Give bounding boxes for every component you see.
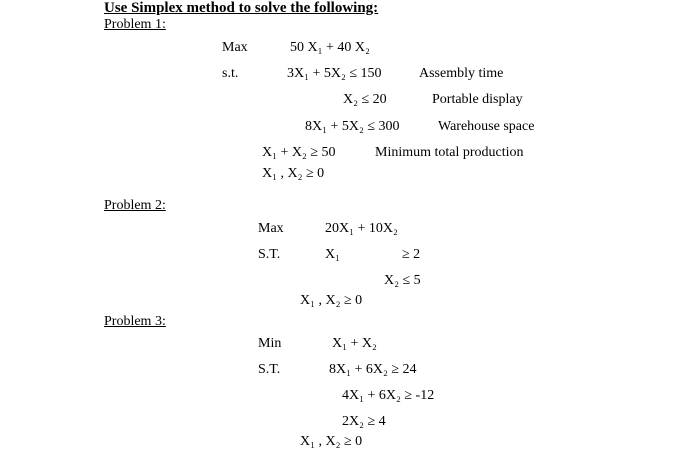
problem-1-constraint-3-label: Warehouse space [438, 119, 535, 134]
page-title: Use Simplex method to solve the following: [104, 0, 379, 16]
problem-1-constraint-2-label: Portable display [432, 92, 523, 107]
problem-2-heading: Problem 2: [104, 198, 166, 213]
problem-1-st-label: s.t. [222, 66, 239, 81]
problem-1-constraint-3: 8X₁ + 5X₂ ≤ 300 [305, 119, 400, 134]
problem-3-heading: Problem 3: [104, 314, 166, 329]
problem-1-constraint-4-label: Minimum total production [375, 145, 524, 160]
problem-1-objective: 50 X₁ + 40 X₂ [290, 40, 370, 55]
problem-3-st-label: S.T. [258, 362, 281, 377]
problem-1-constraint-1-label: Assembly time [419, 66, 504, 81]
problem-3-constraint-2: 4X₁ + 6X₂ ≥ -12 [342, 388, 435, 403]
problem-1-constraint-4: X₁ + X₂ ≥ 50 [262, 145, 336, 160]
problem-2-nonnegativity: X₁ , X₂ ≥ 0 [300, 293, 363, 308]
problem-3-objective: X₁ + X₂ [332, 336, 377, 351]
problem-2-constraint-2: X₂ ≤ 5 [384, 273, 421, 288]
problem-3-nonnegativity: X₁ , X₂ ≥ 0 [300, 434, 363, 449]
problem-3-constraint-1: 8X₁ + 6X₂ ≥ 24 [329, 362, 417, 377]
problem-3-constraint-3: 2X₂ ≥ 4 [342, 414, 386, 429]
problem-1-constraint-2: X₂ ≤ 20 [343, 92, 387, 107]
problem-1-constraint-1: 3X₁ + 5X₂ ≤ 150 [287, 66, 382, 81]
problem-1-max-label: Max [222, 40, 248, 55]
problem-2-constraint-1-rhs: ≥ 2 [402, 247, 421, 262]
problem-3-min-label: Min [258, 336, 282, 351]
problem-1-nonnegativity: X₁ , X₂ ≥ 0 [262, 166, 325, 181]
problem-2-objective: 20X₁ + 10X₂ [325, 221, 398, 236]
problem-1-heading: Problem 1: [104, 17, 166, 32]
problem-2-st-label: S.T. [258, 247, 281, 262]
problem-2-max-label: Max [258, 221, 284, 236]
problem-2-constraint-1-lhs: X₁ [325, 247, 340, 262]
